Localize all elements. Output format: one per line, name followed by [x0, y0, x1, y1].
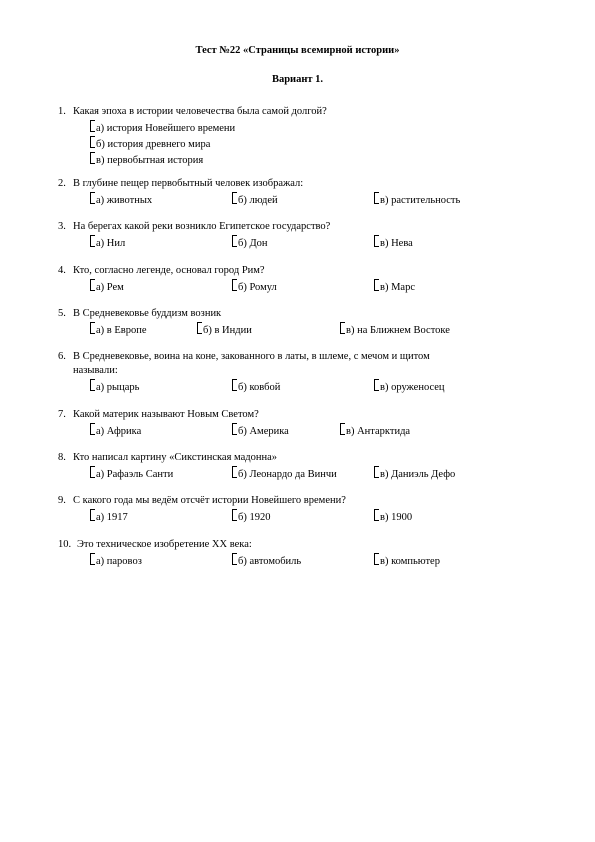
- variant-label: Вариант 1.: [271, 74, 324, 85]
- checkbox-icon[interactable]: [90, 279, 95, 291]
- option-label: а) история Новейшего времени: [96, 123, 236, 134]
- option-c[interactable]: [374, 509, 412, 525]
- question-text: Кто написал картину «Сикстинская мадонна»: [73, 452, 278, 463]
- option-label: в) Нева: [380, 238, 413, 249]
- checkbox-icon[interactable]: [90, 136, 95, 148]
- option-label: б) история древнего мира: [96, 139, 211, 150]
- checkbox-icon[interactable]: [374, 379, 379, 391]
- option-c[interactable]: [374, 192, 460, 208]
- checkbox-icon[interactable]: [232, 379, 237, 391]
- option-label: а) Африка: [96, 426, 142, 437]
- option-label: б) Америка: [238, 426, 289, 437]
- option-label: а) паровоз: [96, 556, 142, 567]
- question-number: 2.: [58, 178, 66, 189]
- question-2: [58, 177, 538, 207]
- checkbox-icon[interactable]: [374, 509, 379, 521]
- option-label: б) автомобиль: [238, 556, 302, 567]
- checkbox-icon[interactable]: [374, 235, 379, 247]
- option-b[interactable]: [232, 553, 301, 569]
- checkbox-icon[interactable]: [197, 322, 202, 334]
- option-c[interactable]: [374, 466, 455, 482]
- option-label: в) на Ближнем Востоке: [346, 325, 450, 336]
- question-10: [58, 538, 538, 568]
- checkbox-icon[interactable]: [90, 466, 95, 478]
- option-label: б) людей: [238, 195, 278, 206]
- checkbox-icon[interactable]: [340, 423, 345, 435]
- option-label: а) Рем: [96, 282, 124, 293]
- option-b[interactable]: [232, 423, 289, 439]
- option-a[interactable]: [90, 466, 173, 482]
- option-c[interactable]: [374, 235, 413, 251]
- option-label: а) Рафаэль Санти: [96, 469, 174, 480]
- question-text: Это техническое изобретение XX века:: [77, 539, 252, 550]
- option-label: в) растительность: [380, 195, 461, 206]
- option-label: б) ковбой: [238, 382, 281, 393]
- checkbox-icon[interactable]: [232, 235, 237, 247]
- option-label: а) 1917: [96, 512, 128, 523]
- checkbox-icon[interactable]: [232, 423, 237, 435]
- checkbox-icon[interactable]: [374, 553, 379, 565]
- option-a[interactable]: [90, 192, 152, 208]
- option-b[interactable]: [232, 379, 280, 395]
- question-4: [58, 264, 538, 294]
- option-a[interactable]: [90, 322, 147, 338]
- question-number: 6.: [58, 351, 66, 362]
- question-number: 10.: [58, 539, 72, 550]
- question-text: В Средневековье, воина на коне, закованного в латы, в шлеме, с мечом и щитом: [73, 351, 430, 362]
- checkbox-icon[interactable]: [374, 192, 379, 204]
- question-8: [58, 451, 538, 481]
- option-a[interactable]: [90, 279, 124, 295]
- checkbox-icon[interactable]: [90, 235, 95, 247]
- option-label: б) в Индии: [203, 325, 252, 336]
- checkbox-icon[interactable]: [374, 466, 379, 478]
- option-a[interactable]: [90, 120, 538, 136]
- option-label: в) оруженосец: [380, 382, 445, 393]
- option-b[interactable]: [232, 192, 278, 208]
- checkbox-icon[interactable]: [90, 152, 95, 164]
- option-label: б) Леонардо да Винчи: [238, 469, 337, 480]
- question-1: [58, 105, 538, 168]
- question-text-continued: называли:: [73, 365, 118, 376]
- option-a[interactable]: [90, 235, 125, 251]
- checkbox-icon[interactable]: [232, 466, 237, 478]
- checkbox-icon[interactable]: [340, 322, 345, 334]
- question-text: В Средневековье буддизм возник: [73, 308, 222, 319]
- question-text: Какой материк называют Новым Светом?: [73, 409, 259, 420]
- option-label: в) первобытная история: [96, 155, 204, 166]
- checkbox-icon[interactable]: [232, 192, 237, 204]
- question-5: [58, 307, 538, 337]
- question-number: 9.: [58, 495, 66, 506]
- question-number: 5.: [58, 308, 66, 319]
- question-text: На берегах какой реки возникло Египетское государство?: [73, 221, 331, 232]
- option-b[interactable]: [232, 235, 268, 251]
- option-label: в) компьютер: [380, 556, 440, 567]
- option-label: б) Ромул: [238, 282, 277, 293]
- checkbox-icon[interactable]: [232, 509, 237, 521]
- option-a[interactable]: [90, 379, 139, 395]
- question-text: Какая эпоха в истории человечества была самой долгой?: [73, 106, 327, 117]
- option-c[interactable]: [340, 322, 450, 338]
- checkbox-icon[interactable]: [90, 120, 95, 132]
- option-b[interactable]: [232, 279, 277, 295]
- question-9: [58, 494, 538, 524]
- option-b[interactable]: [197, 322, 252, 338]
- option-b[interactable]: [232, 509, 270, 525]
- option-c[interactable]: [374, 553, 440, 569]
- option-label: в) Антарктида: [346, 426, 411, 437]
- option-label: а) Нил: [96, 238, 126, 249]
- checkbox-icon[interactable]: [90, 192, 95, 204]
- question-number: 7.: [58, 409, 66, 420]
- option-label: в) Марс: [380, 282, 415, 293]
- question-number: 4.: [58, 265, 66, 276]
- test-title: Тест №22 «Страницы всемирной истории»: [195, 45, 400, 56]
- question-text: Кто, согласно легенде, основал город Рим?: [73, 265, 265, 276]
- checkbox-icon[interactable]: [90, 509, 95, 521]
- option-label: а) животных: [96, 195, 153, 206]
- question-text: С какого года мы ведём отсчёт истории Новейшего времени?: [73, 495, 346, 506]
- option-label: а) в Европе: [96, 325, 147, 336]
- option-a[interactable]: [90, 423, 141, 439]
- option-label: а) рыцарь: [96, 382, 140, 393]
- checkbox-icon[interactable]: [90, 322, 95, 334]
- option-a[interactable]: [90, 509, 128, 525]
- checkbox-icon[interactable]: [90, 423, 95, 435]
- checkbox-icon[interactable]: [232, 279, 237, 291]
- question-number: 8.: [58, 452, 66, 463]
- option-c[interactable]: [374, 379, 445, 395]
- option-label: б) 1920: [238, 512, 271, 523]
- question-number: 1.: [58, 106, 66, 117]
- question-3: [58, 220, 538, 250]
- question-6: [58, 350, 538, 394]
- question-7: [58, 408, 538, 438]
- checkbox-icon[interactable]: [90, 553, 95, 565]
- checkbox-icon[interactable]: [90, 379, 95, 391]
- option-c[interactable]: [90, 152, 538, 168]
- option-a[interactable]: [90, 553, 142, 569]
- option-b[interactable]: [90, 136, 538, 152]
- option-c[interactable]: [374, 279, 415, 295]
- option-b[interactable]: [232, 466, 337, 482]
- option-c[interactable]: [340, 423, 410, 439]
- checkbox-icon[interactable]: [232, 553, 237, 565]
- question-number: 3.: [58, 221, 66, 232]
- option-label: б) Дон: [238, 238, 268, 249]
- option-label: в) Даниэль Дефо: [380, 469, 456, 480]
- option-label: в) 1900: [380, 512, 413, 523]
- question-text: В глубине пещер первобытный человек изображал:: [73, 178, 304, 189]
- checkbox-icon[interactable]: [374, 279, 379, 291]
